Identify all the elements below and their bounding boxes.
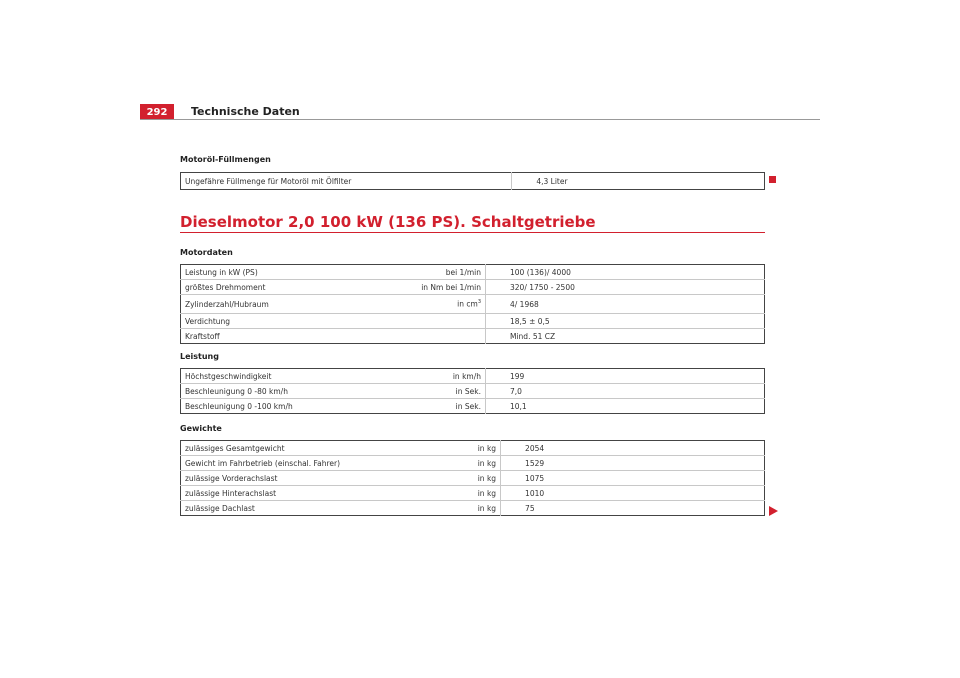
row-value: 1529 [501, 456, 765, 471]
table-row [181, 295, 765, 314]
row-unit [329, 329, 486, 344]
row-unit [329, 314, 486, 329]
row-value: 7,0 [486, 384, 765, 399]
row-label: Ungefähre Füllmenge für Motoröl mit Ölfilter [185, 176, 352, 186]
table-row [181, 399, 765, 414]
row-label: zulässiges Gesamtgewicht [181, 441, 345, 456]
oil-heading: Motoröl-Füllmengen [180, 155, 271, 164]
row-value: 4/ 1968 [486, 295, 765, 314]
row-unit: in kg [344, 486, 501, 501]
row-label: Beschleunigung 0 -80 km/h [181, 384, 330, 399]
table-row [181, 486, 765, 501]
row-unit [355, 173, 512, 190]
row-value: 1010 [501, 486, 765, 501]
row-unit: in Sek. [329, 399, 486, 414]
section-title: Dieselmotor 2,0 100 kW (136 PS). Schaltgetriebe [180, 213, 596, 231]
table-row [181, 456, 765, 471]
table-row [181, 314, 765, 329]
table-row [181, 329, 765, 344]
row-label: Kraftstoff [185, 331, 220, 341]
title-divider [180, 232, 765, 233]
table-row [181, 501, 765, 516]
row-value: 199 [486, 369, 765, 384]
row-label: größtes Drehmoment [181, 280, 330, 295]
row-unit: in kg [344, 441, 501, 456]
table-row [181, 265, 765, 280]
header-divider [140, 119, 820, 120]
row-value: 2054 [501, 441, 765, 456]
table-row [181, 384, 765, 399]
row-unit: in km/h [329, 369, 486, 384]
weights-heading: Gewichte [180, 424, 222, 433]
performance-heading: Leistung [180, 352, 219, 361]
row-label: Leistung in kW (PS) [181, 265, 330, 280]
engine-heading: Motordaten [180, 248, 233, 257]
row-unit: bei 1/min [329, 265, 486, 280]
row-unit: in cm [457, 299, 478, 309]
row-unit: in Sek. [329, 384, 486, 399]
row-value: Mind. 51 CZ [510, 331, 556, 341]
table-row [181, 369, 765, 384]
row-value: 10,1 [510, 401, 527, 411]
row-value: 75 [525, 503, 535, 513]
row-unit: in kg [344, 456, 501, 471]
row-value: 1075 [501, 471, 765, 486]
row-label: Höchstgeschwindigkeit [181, 369, 330, 384]
row-value: 4,3 Liter [536, 176, 568, 186]
row-label: Beschleunigung 0 -100 km/h [185, 401, 293, 411]
unit-superscript: 3 [477, 299, 481, 306]
page-header-title: Technische Daten [191, 105, 300, 118]
next-page-arrow-icon[interactable] [769, 506, 778, 516]
row-value: 100 (136)/ 4000 [486, 265, 765, 280]
weights-table [180, 440, 765, 516]
page-number: 292 [140, 104, 174, 120]
row-unit-cell [329, 295, 486, 314]
row-unit: in Nm bei 1/min [329, 280, 486, 295]
row-label: zulässige Hinterachslast [181, 486, 345, 501]
row-label: zulässige Dachlast [185, 503, 255, 513]
row-label: zulässige Vorderachslast [181, 471, 345, 486]
engine-table [180, 264, 765, 344]
row-value: 320/ 1750 - 2500 [486, 280, 765, 295]
row-label: Gewicht im Fahrbetrieb (einschal. Fahrer) [181, 456, 345, 471]
row-unit: in kg [344, 501, 501, 516]
table-row [181, 280, 765, 295]
row-label: Zylinderzahl/Hubraum [181, 295, 330, 314]
row-label: Verdichtung [181, 314, 330, 329]
row-value: 18,5 ± 0,5 [486, 314, 765, 329]
row-unit: in kg [344, 471, 501, 486]
table-row [181, 441, 765, 456]
performance-table [180, 368, 765, 414]
section-end-marker [769, 176, 776, 183]
table-row [181, 471, 765, 486]
table-row [181, 173, 765, 190]
oil-table [180, 172, 765, 190]
